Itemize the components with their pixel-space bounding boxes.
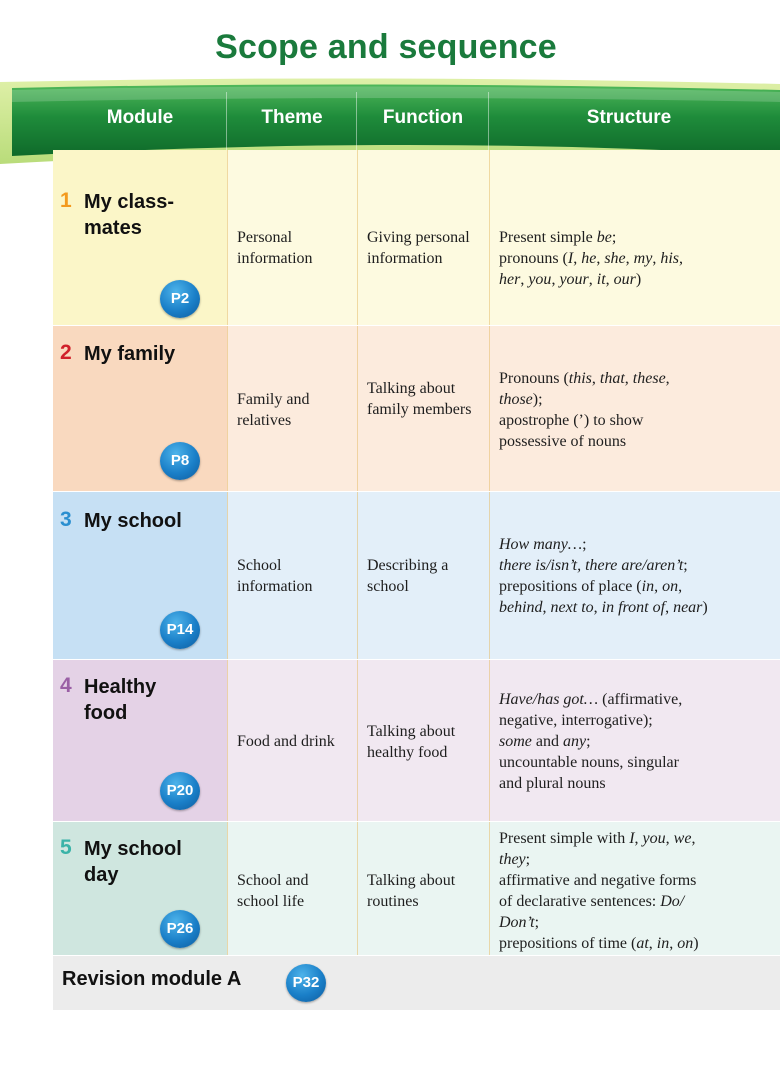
table-row xyxy=(53,150,780,326)
revision-title: Revision module A xyxy=(62,968,242,990)
function-text: Talking about routines xyxy=(367,872,456,910)
page-badge[interactable]: P14 xyxy=(160,611,200,649)
module-title: My school xyxy=(84,510,182,532)
table-row xyxy=(53,660,780,822)
table-row xyxy=(53,492,780,660)
function-cell xyxy=(357,492,489,659)
structure-cell xyxy=(489,150,780,325)
module-title: My school day xyxy=(84,838,182,886)
module-title: Healthy food xyxy=(84,676,157,724)
function-cell xyxy=(357,822,489,955)
module-cell xyxy=(53,326,227,491)
theme-cell xyxy=(227,492,357,659)
theme-cell xyxy=(227,150,357,325)
module-number: 4 xyxy=(60,674,72,697)
scope-table xyxy=(53,150,780,1010)
structure-text: Present simple with I, you, we, they; affirmative and negative forms of declarative sentences: Do/ Don’t; prepositions of time (at, in, on) xyxy=(499,830,699,952)
function-text: Talking about healthy food xyxy=(367,723,456,761)
header-theme: Theme xyxy=(261,107,323,128)
theme-text: Food and drink xyxy=(237,733,335,750)
module-title: My class- mates xyxy=(84,191,175,239)
function-text: Talking about family members xyxy=(367,380,472,418)
structure-cell xyxy=(489,822,780,955)
function-text: Giving personal information xyxy=(367,229,470,267)
module-cell xyxy=(53,660,227,821)
module-number: 5 xyxy=(60,836,72,859)
page-badge[interactable]: P2 xyxy=(160,280,200,318)
theme-text: Personal information xyxy=(237,229,313,267)
header-function: Function xyxy=(382,107,464,128)
page-title: Scope and sequence xyxy=(215,28,557,66)
structure-cell xyxy=(489,492,780,659)
function-cell xyxy=(357,660,489,821)
module-title: My family xyxy=(84,343,176,365)
function-cell xyxy=(357,150,489,325)
theme-cell xyxy=(227,660,357,821)
module-cell xyxy=(53,822,227,955)
module-number: 3 xyxy=(60,508,72,531)
function-text: Describing a school xyxy=(367,557,449,595)
revision-row xyxy=(53,956,780,1010)
module-cell xyxy=(53,492,227,659)
page-badge[interactable]: P8 xyxy=(160,442,200,480)
table-row xyxy=(53,326,780,492)
theme-cell xyxy=(227,326,357,491)
module-cell xyxy=(53,150,227,325)
theme-text: Family and relatives xyxy=(237,391,310,429)
page-badge[interactable]: P26 xyxy=(160,910,200,948)
module-number: 1 xyxy=(60,189,72,212)
structure-cell xyxy=(489,660,780,821)
function-cell xyxy=(357,326,489,491)
structure-text: Pronouns (this, that, these, those); apostrophe (’) to show possessive of nouns xyxy=(499,370,670,450)
structure-text: How many…; there is/isn’t, there are/aren’t; prepositions of place (in, on, behind, next to, in front of, near) xyxy=(499,536,708,616)
header-structure: Structure xyxy=(586,107,672,128)
theme-text: School and school life xyxy=(237,872,309,910)
header-module: Module xyxy=(106,107,174,128)
theme-text: School information xyxy=(237,557,313,595)
module-number: 2 xyxy=(60,341,72,364)
theme-cell xyxy=(227,822,357,955)
structure-text: Present simple be; pronouns (I, he, she, my, his, her, you, your, it, our) xyxy=(499,229,683,288)
structure-text: Have/has got… (affirmative, negative, interrogative); some and any; uncountable nouns, singular and plural nouns xyxy=(499,691,683,792)
structure-cell xyxy=(489,326,780,491)
table-row xyxy=(53,822,780,956)
page-badge[interactable]: P32 xyxy=(286,964,326,1002)
page-badge[interactable]: P20 xyxy=(160,772,200,810)
